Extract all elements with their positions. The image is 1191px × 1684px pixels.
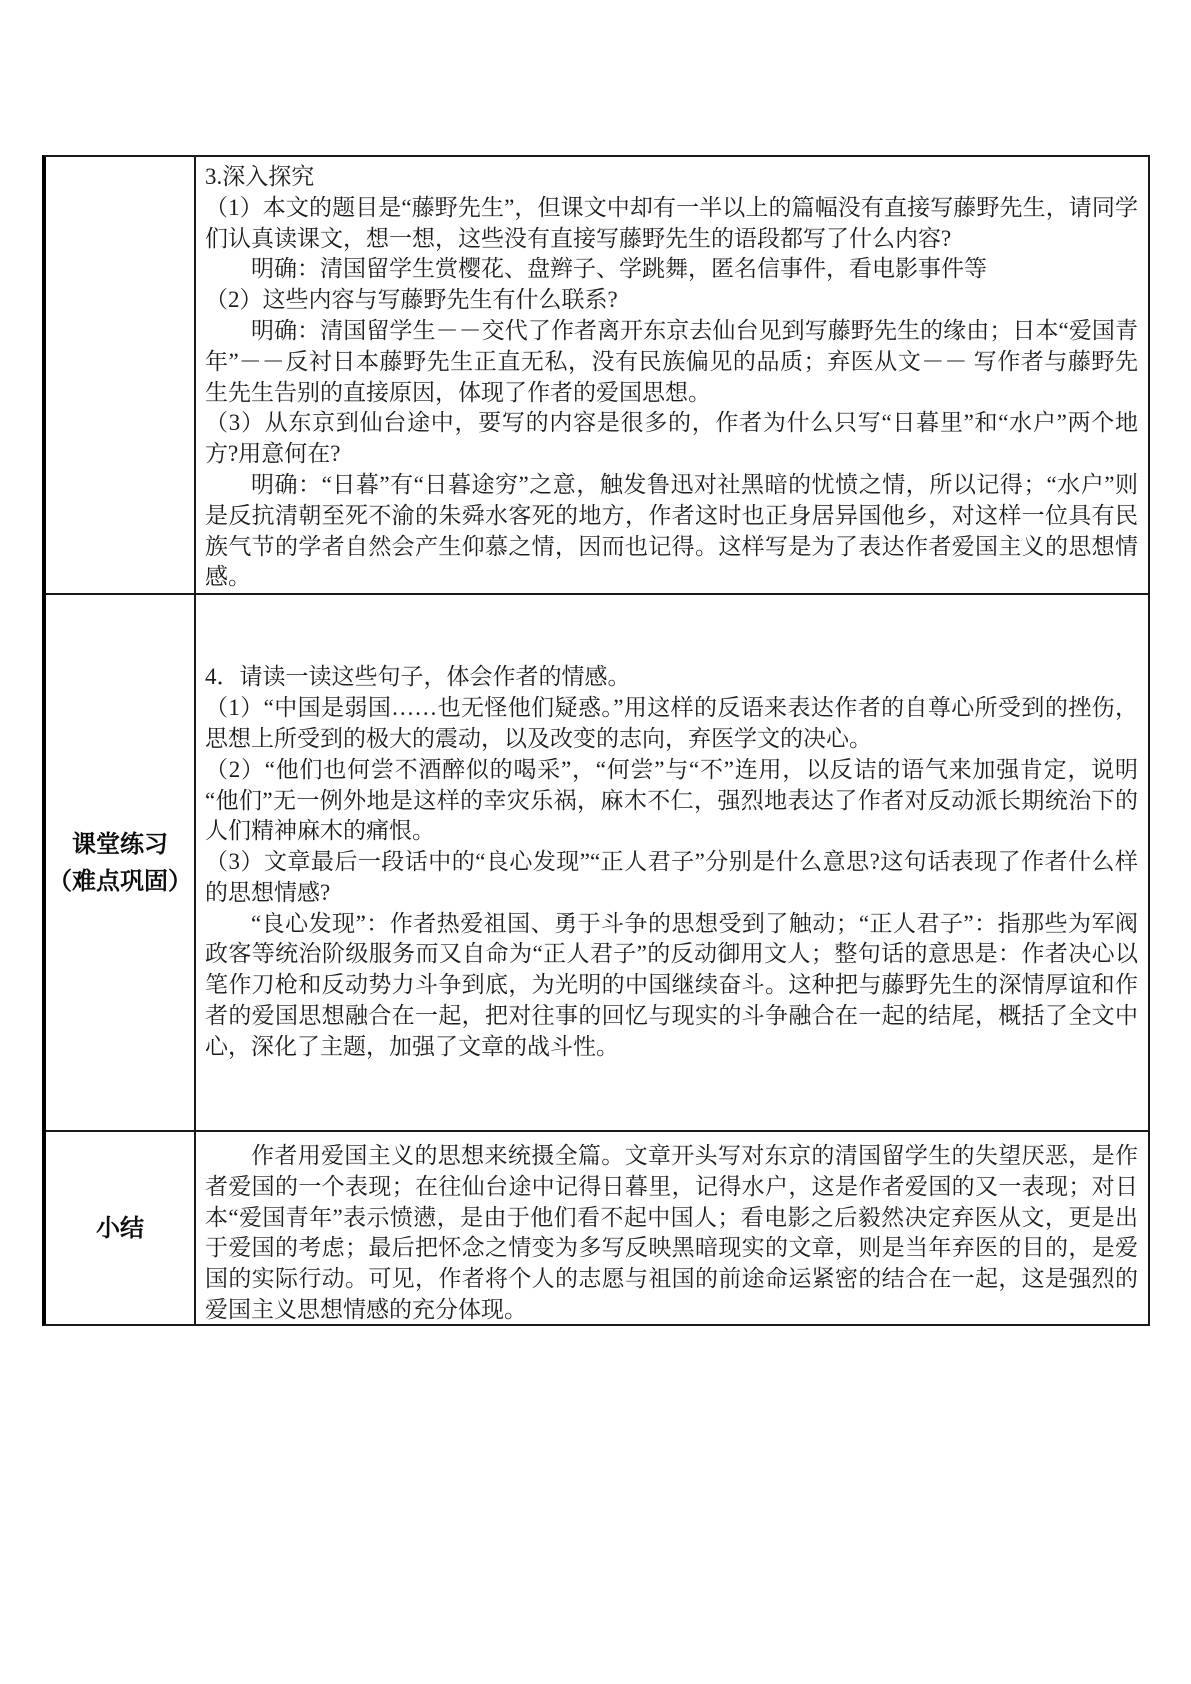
table-row-classroom-practice bbox=[46, 593, 1148, 1130]
paragraph: 3.深入探究 bbox=[205, 164, 315, 189]
lesson-plan-table bbox=[42, 155, 1150, 1326]
paragraph: “良心发现”：作者热爱祖国、勇于斗争的思想受到了触动；“正人君子”：指那些为军阀政客等统治阶级服务而又自命为“正人君子”的反动御用文人；整句话的意思是：作者决心以笔作刀枪和反动势力斗争到底，为光明的中国继续奋斗。这种把与藤野先生的深情厚谊和作者的爱国思想融合在一起，把对往事的回忆与现实的斗争融合在一起的结尾，概括了全文中心，深化了主题，加强了文章的战斗性。 bbox=[205, 910, 1138, 1059]
table-row-continued-content bbox=[46, 157, 1148, 593]
table-row-summary bbox=[46, 1130, 1148, 1324]
label-cell-summary bbox=[46, 1132, 196, 1324]
content-cell-exploration bbox=[196, 157, 1148, 593]
row-label-line: 课堂练习 bbox=[72, 830, 168, 858]
label-cell-empty bbox=[46, 157, 196, 593]
paragraph: 明确：清国留学生－－交代了作者离开东京去仙台见到写藤野先生的缘由；日本“爱国青年”－－反衬日本藤野先生正直无私，没有民族偏见的品质；弃医从文－－ 写作者与藤野先生先生告别的直接原因，体现了作者的爱国思想。 bbox=[205, 317, 1138, 405]
paragraph: （2）这些内容与写藤野先生有什么联系? bbox=[205, 287, 618, 313]
content-cell-classroom-practice bbox=[196, 595, 1148, 1130]
content-cell-summary bbox=[196, 1132, 1148, 1324]
paragraph: （2）“他们也何尝不酒醉似的喝采”，“何尝”与“不”连用，以反诘的语气来加强肯定，说明“他们”无一例外地是这样的幸灾乐祸，麻木不仁，强烈地表达了作者对反动派长期统治下的人们精神麻木的痛恨。 bbox=[205, 756, 1138, 844]
paragraph: 4．请读一读这些句子，体会作者的情感。 bbox=[205, 664, 631, 690]
row-label-line: （难点巩固） bbox=[48, 867, 192, 895]
paragraph: 明确：“日暮”有“日暮途穷”之意，触发鲁迅对社黑暗的忧愤之情，所以记得；“水户”则是反抗清朝至死不渝的朱舜水客死的地方，作者这时也正身居异国他乡，对这样一位具有民族气节的学者自然会产生仰慕之情，因而也记得。这样写是为了表达作者爱国主义的思想情感。 bbox=[205, 471, 1138, 590]
paragraph: （3）文章最后一段话中的“良心发现”“正人君子”分别是什么意思?这句话表现了作者什么样的思想情感? bbox=[205, 849, 1138, 905]
paragraph: 作者用爱国主义的思想来统摄全篇。文章开头写对东京的清国留学生的失望厌恶，是作者爱国的一个表现；在往仙台途中记得日暮里，记得水户，这是作者爱国的又一表现；对日本“爱国青年”表示愤懑，是由于他们看不起中国人；看电影之后毅然决定弃医从文，更是出于爱国的考虑；最后把怀念之情变为多写反映黑暗现实的文章，则是当年弃医的目的，是爱国的实际行动。可见，作者将个人的志愿与祖国的前途命运紧密的结合在一起，这是强烈的爱国主义思想情感的充分体现。 bbox=[205, 1143, 1138, 1322]
paragraph: 明确：清国留学生赏樱花、盘辫子、学跳舞，匿名信事件，看电影事件等 bbox=[251, 256, 987, 282]
paragraph: （1）本文的题目是“藤野先生”，但课文中却有一半以上的篇幅没有直接写藤野先生，请同学们认真读课文，想一想，这些没有直接写藤野先生的语段都写了什么内容? bbox=[205, 194, 1138, 251]
paragraph: （1）“中国是弱国……也无怪他们疑惑。”用这样的反语来表达作者的自尊心所受到的挫伤，思想上所受到的极大的震动，以及改变的志向，弃医学文的决心。 bbox=[205, 695, 1138, 751]
row-label-line: 小结 bbox=[96, 1214, 144, 1242]
label-cell-classroom-practice bbox=[46, 595, 196, 1130]
paragraph: （3）从东京到仙台途中，要写的内容是很多的，作者为什么只写“日暮里”和“水户”两个地方?用意何在? bbox=[205, 410, 1138, 467]
